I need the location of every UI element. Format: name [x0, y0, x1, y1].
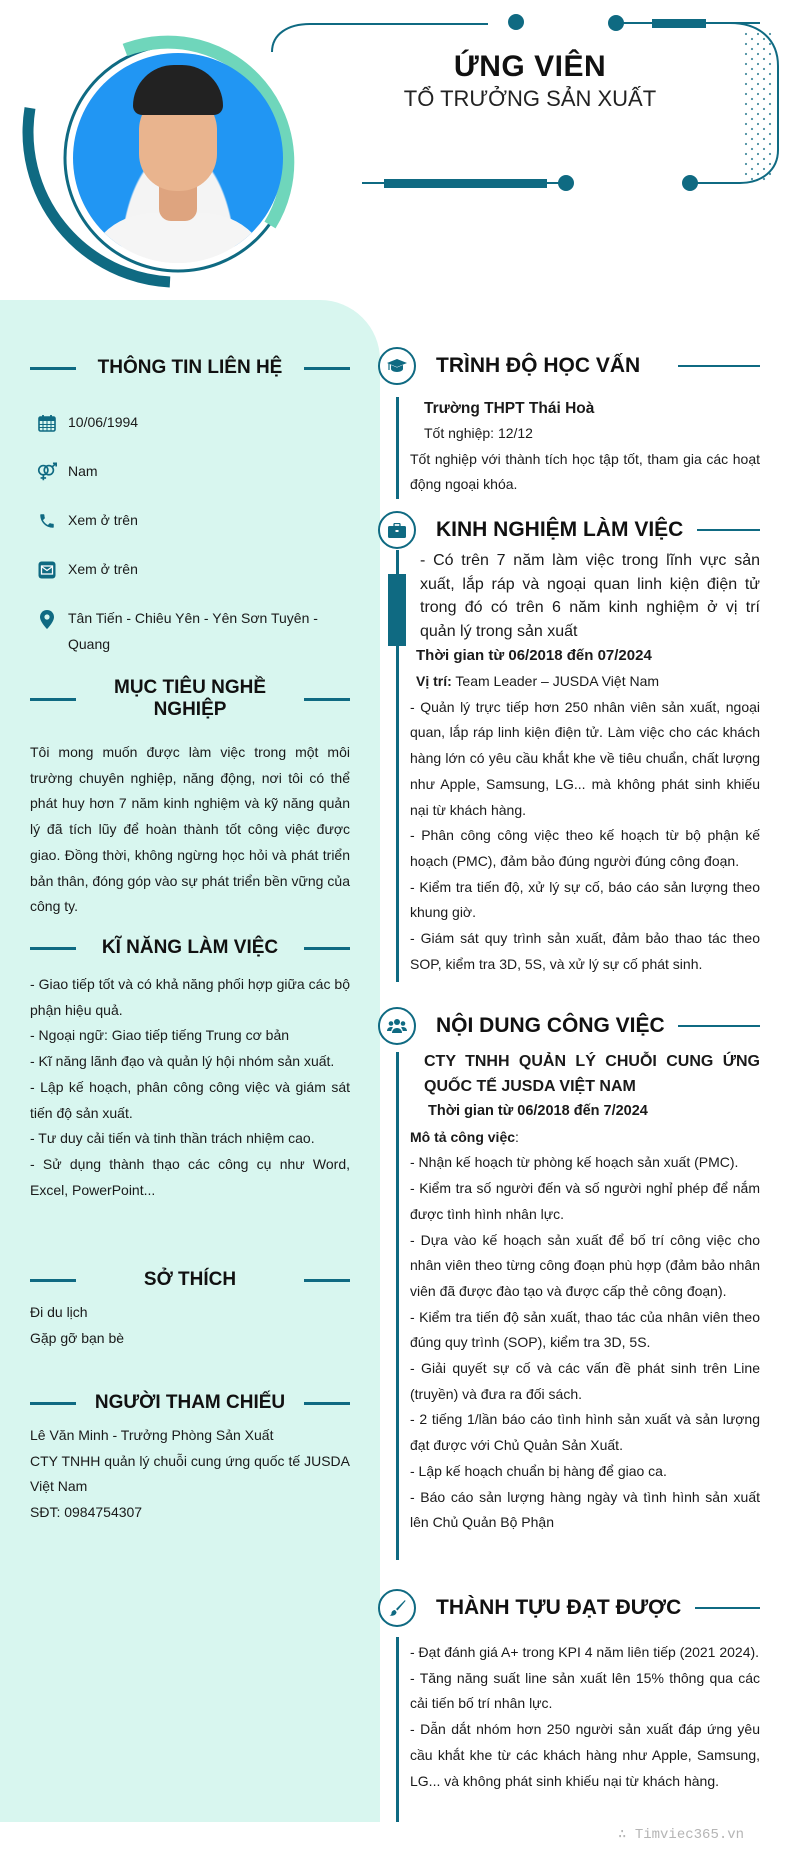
users-icon [378, 1007, 416, 1045]
hobbies-list [30, 1300, 350, 1351]
job-content-heading: NỘI DUNG CÔNG VIỆC [378, 1006, 760, 1046]
objective-text: Tôi mong muốn được làm việc trong một môi trường chuyên nghiệp, năng động, nơi tôi có thể phát huy hơn 7 năm kinh nghiệm và kỹ năng quản lý đã tích lũy để hoàn thành tốt công việc được giao. Đồng thời, không ngừng học hỏi và phát triển bản thân, đóng góp vào sự phát triển bền vững của công ty. [30, 744, 350, 915]
timeline-bar [396, 1320, 399, 1560]
hobbies-heading: SỞ THÍCH [30, 1267, 350, 1293]
references-heading: NGƯỜI THAM CHIẾU [30, 1390, 350, 1416]
achievement-item: - Tăng năng suất line sản xuất lên 15% thông qua các cải tiến bố trí nhân lực. [410, 1669, 760, 1712]
location-icon [36, 608, 58, 630]
skill-item: - Tư duy cải tiến và tinh thần trách nhiệm cao. [30, 1130, 315, 1147]
heading-rule [695, 1607, 760, 1609]
timeline-bar [396, 397, 399, 499]
graduation-cap-icon [378, 347, 416, 385]
phone-icon [36, 510, 58, 532]
heading-rule-left [30, 947, 76, 950]
contact-birthdate: 10/06/1994 [36, 412, 346, 435]
experience-item: - Kiểm tra tiến độ, xử lý sự cố, báo cáo sản lượng theo khung giờ. [410, 878, 760, 921]
experience-item: - Giám sát quy trình sản xuất, đảm bảo thao tác theo SOP, kiểm tra 3D, 5S, và xử lý sự cố phát sinh. [410, 930, 760, 972]
skill-item: - Lập kế hoạch, phân công công việc và giám sát tiến độ sản xuất. [30, 1078, 350, 1121]
experience-position: Vị trí: Team Leader – JUSDA Việt Nam [416, 673, 660, 689]
experience-item: - Quản lý trực tiếp hơn 250 nhân viên sản xuất, ngoại quan, lắp ráp linh kiện điện tử. Làm việc cho các khách hàng lớn có yêu cầu khắt khe về tiêu chuẩn, chất lượng như Apple, Samsung, LG... mà không phát sinh khiếu nại từ khách hàng. [410, 698, 760, 818]
contact-gender: Nam [36, 461, 346, 484]
education-description: Tốt nghiệp với thành tích học tập tốt, tham gia các hoạt động ngoại khóa. [410, 450, 760, 493]
timeline-bar [396, 1052, 399, 1327]
contact-phone: Xem ở trên [36, 510, 346, 533]
education-body [410, 397, 760, 498]
skill-item: - Sử dụng thành thạo các công cụ như Word, Excel, PowerPoint... [30, 1155, 350, 1198]
profile-photo [73, 53, 283, 263]
heading-rule-left [30, 698, 76, 701]
reference-line: CTY TNHH quản lý chuỗi cung ứng quốc tế JUSDA Việt Nam [30, 1452, 350, 1495]
contact-address: Tân Tiến - Chiêu Yên - Yên Sơn Tuyên - Quang [36, 608, 346, 657]
job-item: - Giải quyết sự cố và các vấn đề phát sinh trên Line (truyền) và đưa ra đối sách. [410, 1360, 760, 1402]
heading-rule-right [304, 1402, 350, 1405]
job-title: TỔ TRƯỞNG SẢN XUẤT [403, 86, 657, 111]
skills-heading: KĨ NĂNG LÀM VIỆC [30, 935, 350, 961]
company-name: CTY TNHH QUẢN LÝ CHUỖI CUNG ỨNG QUỐC TẾ JUSDA VIỆT NAM [424, 1053, 760, 1095]
heading-rule-left [30, 1402, 76, 1405]
heading-rule-right [304, 947, 350, 950]
watermark: ∴ Timviec365.vn [618, 1827, 745, 1843]
timeline-marker [388, 574, 406, 646]
job-period: Thời gian từ 06/2018 đến 7/2024 [428, 1103, 648, 1119]
profile-photo-frame [18, 20, 298, 290]
email-icon [36, 559, 58, 581]
reference-line: SĐT: 0984754307 [30, 1504, 143, 1521]
job-item: - Kiểm tra tiến độ sản xuất, thao tác của nhân viên theo đúng quy trình (SOP), kiểm tra 3D, 5S. [410, 1308, 760, 1351]
skills-list [30, 972, 350, 1203]
hobby-item: Đi du lịch [30, 1304, 88, 1320]
experience-item: - Phân công công việc theo kế hoạch từ bộ phận kế hoạch (PMC), đảm bảo đúng người đúng công đoạn. [410, 827, 760, 869]
job-item: - Kiểm tra số người đến và số người nghỉ phép để nắm được tình hình nhân lực. [410, 1180, 760, 1222]
skill-item: - Giao tiếp tốt và có khả năng phối hợp giữa các bộ phận hiệu quả. [30, 976, 350, 1018]
heading-rule [678, 1025, 760, 1027]
skill-item: - Ngoại ngữ: Giao tiếp tiếng Trung cơ bản [30, 1027, 290, 1044]
heading-rule-right [304, 1279, 350, 1282]
heading-rule-left [30, 1279, 76, 1282]
job-content-body [410, 1049, 760, 1536]
school-name: Trường THPT Thái Hoà [424, 400, 595, 417]
cv-header [0, 0, 800, 300]
heading-rule-left [30, 367, 76, 370]
experience-period: Thời gian từ 06/2018 đến 07/2024 [416, 647, 652, 664]
achievements-body [410, 1640, 760, 1794]
job-item: - Lập kế hoạch chuẩn bị hàng để giao ca. [410, 1462, 667, 1479]
job-desc-label: Mô tả công việc: [410, 1128, 519, 1145]
job-item: - Báo cáo sản lượng hàng ngày và tình hình sản xuất lên Chủ Quản Bộ Phận [410, 1488, 760, 1531]
objective-heading: MỤC TIÊU NGHỀ NGHIỆP [30, 686, 350, 712]
heading-rule [697, 529, 760, 531]
achievement-item: - Dẫn dắt nhóm hơn 250 người sản xuất đáp ứng yêu cầu khắt khe từ các khách hàng như Apple, Samsung, LG... và không phát sinh khiếu nại từ khách hàng. [410, 1721, 760, 1789]
achievement-item: - Đạt đánh giá A+ trong KPI 4 năm liên tiếp (2021 2024). [410, 1644, 760, 1660]
briefcase-icon [378, 511, 416, 549]
heading-rule-right [304, 698, 350, 701]
job-item: - 2 tiếng 1/lần báo cáo tình hình sản xuất và sản lượng đạt được với Chủ Quản Sản Xuất. [410, 1411, 760, 1454]
references-list [30, 1423, 350, 1526]
page-title: ỨNG VIÊN [453, 50, 607, 83]
experience-body [410, 549, 760, 977]
timeline-bar [396, 1637, 399, 1822]
contact-heading: THÔNG TIN LIÊN HỆ [30, 355, 350, 381]
gender-icon [36, 461, 58, 483]
hobby-item: Gặp gỡ bạn bè [30, 1329, 125, 1346]
job-item: - Dựa vào kế hoạch sản xuất để bố trí công việc cho nhân viên theo từng công đoạn phù hợp (đảm bảo nhân viên đã được đào tạo và được cấp thẻ công đoạn). [410, 1231, 760, 1299]
contact-email: Xem ở trên [36, 559, 346, 582]
experience-heading: KINH NGHIỆM LÀM VIỆC [378, 510, 760, 550]
education-heading: TRÌNH ĐỘ HỌC VẤN [378, 346, 760, 386]
heading-rule-right [304, 367, 350, 370]
skill-item: - Kĩ năng lãnh đạo và quản lý hội nhóm sản xuất. [30, 1053, 335, 1070]
heading-rule [678, 365, 760, 367]
graduation-date: Tốt nghiệp: 12/12 [424, 425, 533, 441]
calendar-icon [36, 412, 58, 434]
experience-summary: - Có trên 7 năm làm việc trong lĩnh vực sản xuất, lắp ráp và ngoại quan linh kiện điện tử trong đó có trên 6 năm kinh nghiệm ở vị trí quản lý trong sản xuất [420, 552, 760, 640]
job-item: - Nhận kế hoạch từ phòng kế hoạch sản xuất (PMC). [410, 1154, 739, 1171]
title-block [380, 50, 680, 112]
reference-line: Lê Văn Minh - Trưởng Phòng Sản Xuất [30, 1427, 274, 1443]
achievements-heading: THÀNH TỰU ĐẠT ĐƯỢC [378, 1588, 760, 1628]
brush-icon [378, 1589, 416, 1627]
